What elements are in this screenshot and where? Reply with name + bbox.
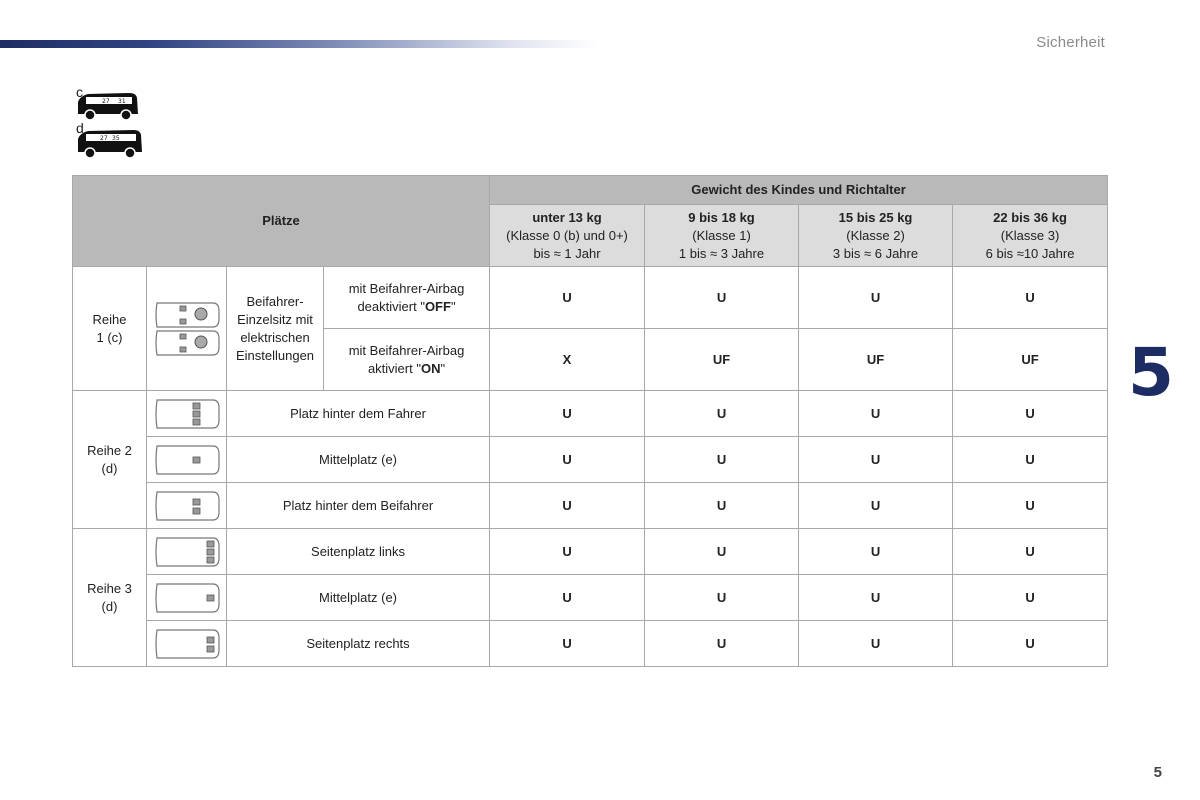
airbag-option: mit Beifahrer-Airbag deaktiviert "OFF": [324, 267, 490, 329]
table-cell: U: [953, 529, 1108, 575]
table-row: [73, 437, 1108, 483]
svg-text:31: 31: [118, 98, 126, 105]
weight-class-header: 22 bis 36 kg (Klasse 3) 6 bis ≈10 Jahre: [953, 205, 1108, 267]
table-cell: U: [799, 575, 953, 621]
car-seat-diagram-icon: [147, 391, 227, 437]
seat-name: Mittelplatz (e): [227, 437, 490, 483]
table-cell: UF: [799, 329, 953, 391]
weight-class-header: unter 13 kg (Klasse 0 (b) und 0+) bis ≈ 1 Jahr: [490, 205, 645, 267]
table-cell: U: [953, 575, 1108, 621]
svg-text:27: 27: [100, 135, 108, 142]
row-label: Reihe 3 (d): [73, 529, 147, 667]
table-row: [73, 267, 1108, 329]
seat-name: Platz hinter dem Fahrer: [227, 391, 490, 437]
section-title: Sicherheit: [1036, 34, 1105, 51]
vehicle-letter-d: d: [76, 120, 84, 136]
table-cell: U: [799, 391, 953, 437]
table-cell: U: [490, 483, 645, 529]
table-cell: U: [645, 575, 799, 621]
seat-name: Platz hinter dem Beifahrer: [227, 483, 490, 529]
vehicle-letter-c: c: [76, 84, 83, 100]
table-cell: X: [490, 329, 645, 391]
weight-header: Gewicht des Kindes und Richtalter: [490, 176, 1108, 205]
table-cell: U: [953, 391, 1108, 437]
table-cell: U: [799, 529, 953, 575]
header-accent-bar: [0, 40, 600, 48]
table-cell: U: [645, 621, 799, 667]
van-c-icon: [74, 84, 140, 127]
airbag-option: mit Beifahrer-Airbag aktiviert "ON": [324, 329, 490, 391]
table-cell: U: [645, 437, 799, 483]
table-cell: U: [645, 483, 799, 529]
svg-text:27: 27: [102, 98, 110, 105]
table-cell: U: [490, 529, 645, 575]
car-seat-diagram-icon: [147, 621, 227, 667]
table-cell: U: [645, 391, 799, 437]
table-cell: U: [799, 267, 953, 329]
table-cell: U: [490, 267, 645, 329]
table-cell: U: [799, 437, 953, 483]
table-cell: UF: [645, 329, 799, 391]
table-cell: U: [645, 529, 799, 575]
table-cell: U: [953, 437, 1108, 483]
chapter-number: 5: [1128, 334, 1174, 411]
table-cell: UF: [953, 329, 1108, 391]
seat-name: Seitenplatz links: [227, 529, 490, 575]
seat-description: Beifahrer- Einzelsitz mit elektrischen Einstellungen: [227, 267, 324, 391]
table-row: [73, 483, 1108, 529]
car-seat-diagram-icon: [147, 437, 227, 483]
table-cell: U: [490, 437, 645, 483]
table-cell: U: [490, 621, 645, 667]
table-cell: U: [953, 483, 1108, 529]
table-row: [73, 529, 1108, 575]
page-number: 5: [1153, 764, 1162, 781]
car-seat-diagram-icon: [147, 267, 227, 391]
places-header: Plätze: [73, 176, 490, 267]
table-cell: U: [645, 267, 799, 329]
svg-text:35: 35: [112, 135, 120, 142]
van-d-icon: [74, 120, 144, 165]
car-seat-diagram-icon: [147, 575, 227, 621]
table-row: [73, 621, 1108, 667]
table-cell: U: [490, 575, 645, 621]
table-cell: U: [490, 391, 645, 437]
table-row: [73, 391, 1108, 437]
table-cell: U: [953, 621, 1108, 667]
table-cell: U: [799, 621, 953, 667]
seat-name: Mittelplatz (e): [227, 575, 490, 621]
table-cell: U: [953, 267, 1108, 329]
row-label: Reihe 2 (d): [73, 391, 147, 529]
weight-class-header: 15 bis 25 kg (Klasse 2) 3 bis ≈ 6 Jahre: [799, 205, 953, 267]
table-cell: U: [799, 483, 953, 529]
car-seat-diagram-icon: [147, 483, 227, 529]
car-seat-diagram-icon: [147, 529, 227, 575]
weight-class-header: 9 bis 18 kg (Klasse 1) 1 bis ≈ 3 Jahre: [645, 205, 799, 267]
child-seat-table: [72, 175, 1108, 667]
table-row: [73, 575, 1108, 621]
row-label: Reihe 1 (c): [73, 267, 147, 391]
seat-name: Seitenplatz rechts: [227, 621, 490, 667]
